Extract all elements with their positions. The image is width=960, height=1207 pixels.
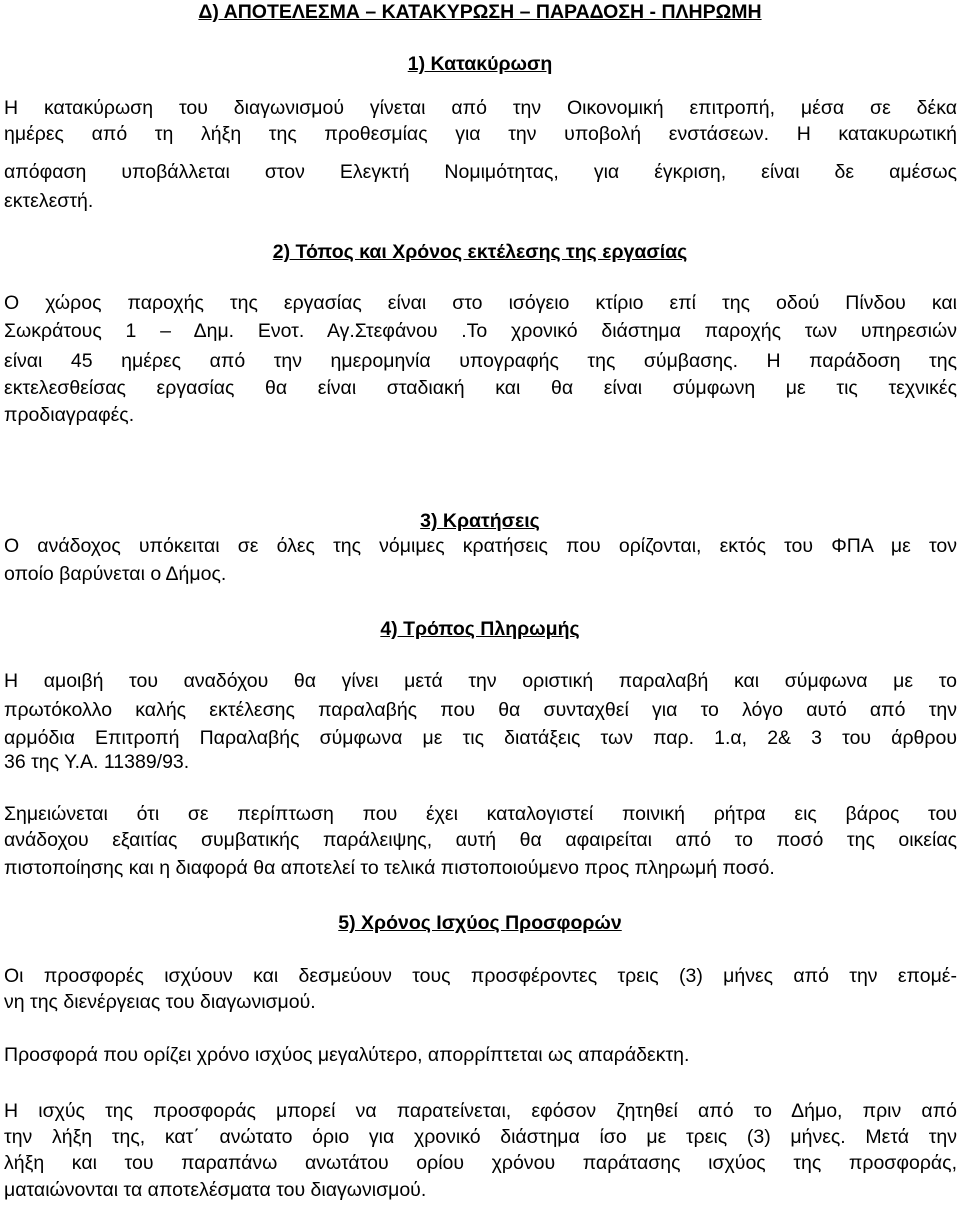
section-2-para-1-line-1: Ο χώρος παροχής της εργασίας είναι στο ισόγειο κτίριο επί της οδού Πίνδου και <box>4 292 957 314</box>
section-4-para-1-line-2: πρωτόκολλο καλής εκτέλεσης παραλαβής που θα συνταχθεί για το λόγο αυτό από την <box>4 699 957 721</box>
section-2-para-1-line-2: Σωκράτους 1 – Δημ. Ενοτ. Αγ.Στεφάνου .Το χρονικό διάστημα παροχής των υπηρεσιών <box>4 320 957 342</box>
section-2-heading: 2) Τόπος και Χρόνος εκτέλεσης της εργασίας <box>272 241 688 263</box>
section-1-para-1-line-4: εκτελεστή. <box>4 190 94 212</box>
section-2-para-1-line-3: είναι 45 ημέρες από την ημερομηνία υπογραφής της σύμβασης. Η παράδοση της <box>4 350 957 372</box>
section-3-para-1-line-1: Ο ανάδοχος υπόκειται σε όλες της νόμιμες κρατήσεις που ορίζονται, εκτός του ΦΠΑ με τον <box>4 535 957 557</box>
document-title: Δ) ΑΠΟΤΕΛΕΣΜΑ – ΚΑΤΑΚΥΡΩΣΗ – ΠΑΡΑΔΟΣΗ - ΠΛΗΡΩΜΗ <box>198 1 762 23</box>
section-3-heading: 3) Κρατήσεις <box>420 510 540 532</box>
section-5-para-3-line-4: ματαιώνονται τα αποτελέσματα του διαγωνισμού. <box>4 1179 427 1201</box>
section-5-para-3-line-2: την λήξη της, κατ΄ ανώτατο όριο για χρονικό διάστημα ίσο με τρεις (3) μήνες. Μετά την <box>4 1126 957 1148</box>
section-4-para-2-line-2: ανάδοχου εξαιτίας συμβατικής παράλειψης, αυτή θα αφαιρείται από το ποσό της οικείας <box>4 829 957 851</box>
section-2-para-1-line-5: προδιαγραφές. <box>4 404 135 426</box>
section-2-para-1-line-4: εκτελεσθείσας εργασίας θα είναι σταδιακή και θα είναι σύμφωνη με τις τεχνικές <box>4 377 957 399</box>
section-3-para-1-line-2: οποίο βαρύνεται ο Δήμος. <box>4 563 227 585</box>
section-5-para-1-line-2: νη της διενέργειας του διαγωνισμού. <box>4 991 316 1013</box>
section-5-para-3-line-1: Η ισχύς της προσφοράς μπορεί να παρατείνεται, εφόσον ζητηθεί από το Δήμο, πριν από <box>4 1100 957 1122</box>
section-1-para-1-line-1: Η κατακύρωση του διαγωνισμού γίνεται από την Οικονομική επιτροπή, μέσα σε δέκα <box>4 97 957 119</box>
section-4-para-2-line-3: πιστοποίησης και η διαφορά θα αποτελεί το τελικά πιστοποιούμενο προς πληρωμή ποσό. <box>4 857 775 879</box>
section-4-para-1-line-4: 36 της Υ.Α. 11389/93. <box>4 751 190 773</box>
section-5-para-3-line-3: λήξη και του παραπάνω ανωτάτου ορίου χρόνου παράτασης ισχύος της προσφοράς, <box>4 1152 957 1174</box>
section-5-para-2-line-1: Προσφορά που ορίζει χρόνο ισχύος μεγαλύτερο, απορρίπτεται ως απαράδεκτη. <box>4 1044 690 1066</box>
section-4-heading: 4) Τρόπος Πληρωμής <box>380 618 580 640</box>
section-1-heading: 1) Κατακύρωση <box>407 53 553 75</box>
section-4-para-1-line-1: Η αμοιβή του αναδόχου θα γίνει μετά την οριστική παραλαβή και σύμφωνα με το <box>4 670 957 692</box>
section-4-para-1-line-3: αρμόδια Επιτροπή Παραλαβής σύμφωνα με τις διατάξεις των παρ. 1.α, 2& 3 του άρθρου <box>4 727 957 749</box>
section-4-para-2-line-1: Σημειώνεται ότι σε περίπτωση που έχει καταλογιστεί ποινική ρήτρα εις βάρος του <box>4 803 957 825</box>
section-5-heading: 5) Χρόνος Ισχύος Προσφορών <box>338 912 622 934</box>
section-1-para-1-line-3: απόφαση υποβάλλεται στον Ελεγκτή Νομιμότητας, για έγκριση, είναι δε αμέσως <box>4 161 957 183</box>
section-1-para-1-line-2: ημέρες από τη λήξη της προθεσμίας για την υποβολή ενστάσεων. Η κατακυρωτική <box>4 123 957 145</box>
section-5-para-1-line-1: Οι προσφορές ισχύουν και δεσμεύουν τους προσφέροντες τρεις (3) μήνες από την επομέ- <box>4 965 957 987</box>
